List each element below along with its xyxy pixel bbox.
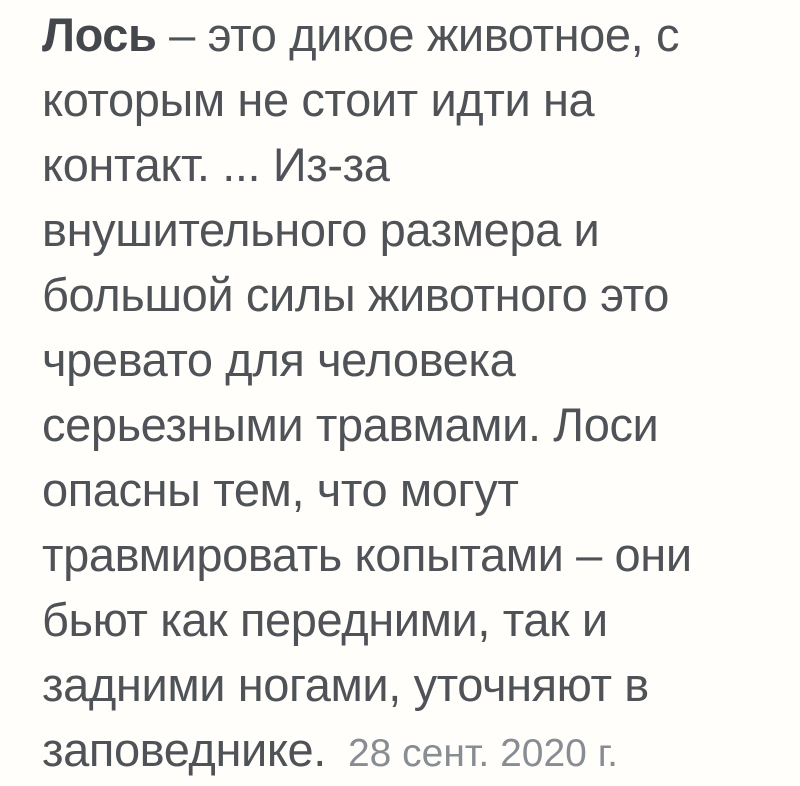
snippet-line-1-text: – это дикое животное, с xyxy=(156,8,680,61)
snippet-line-5: большой силы животного это xyxy=(42,268,669,321)
snippet-line-7: серьезными травмами. Лоси xyxy=(42,398,659,451)
snippet-last-line-text: заповеднике. xyxy=(42,723,326,776)
snippet-line-8: опасны тем, что могут xyxy=(42,463,519,516)
snippet-line-9: травмировать копытами – они xyxy=(42,528,692,581)
snippet-line-1 xyxy=(42,2,770,67)
snippet-line-11: задними ногами, уточняют в xyxy=(42,658,649,711)
snippet-line-4: внушительного размера и xyxy=(42,203,600,256)
featured-snippet-paragraph xyxy=(42,2,770,786)
snippet-line-3: контакт. ... Из-за xyxy=(42,138,390,191)
snippet-bold-term: Лось xyxy=(42,8,157,61)
snippet-line-6: чревато для человека xyxy=(42,333,516,386)
snippet-line-2: которым не стоит идти на xyxy=(42,73,595,126)
snippet-date: 28 сент. 2020 г. xyxy=(347,732,619,775)
snippet-line-10: бьют как передними, так и xyxy=(42,593,608,646)
snippet-line-12 xyxy=(42,717,770,786)
